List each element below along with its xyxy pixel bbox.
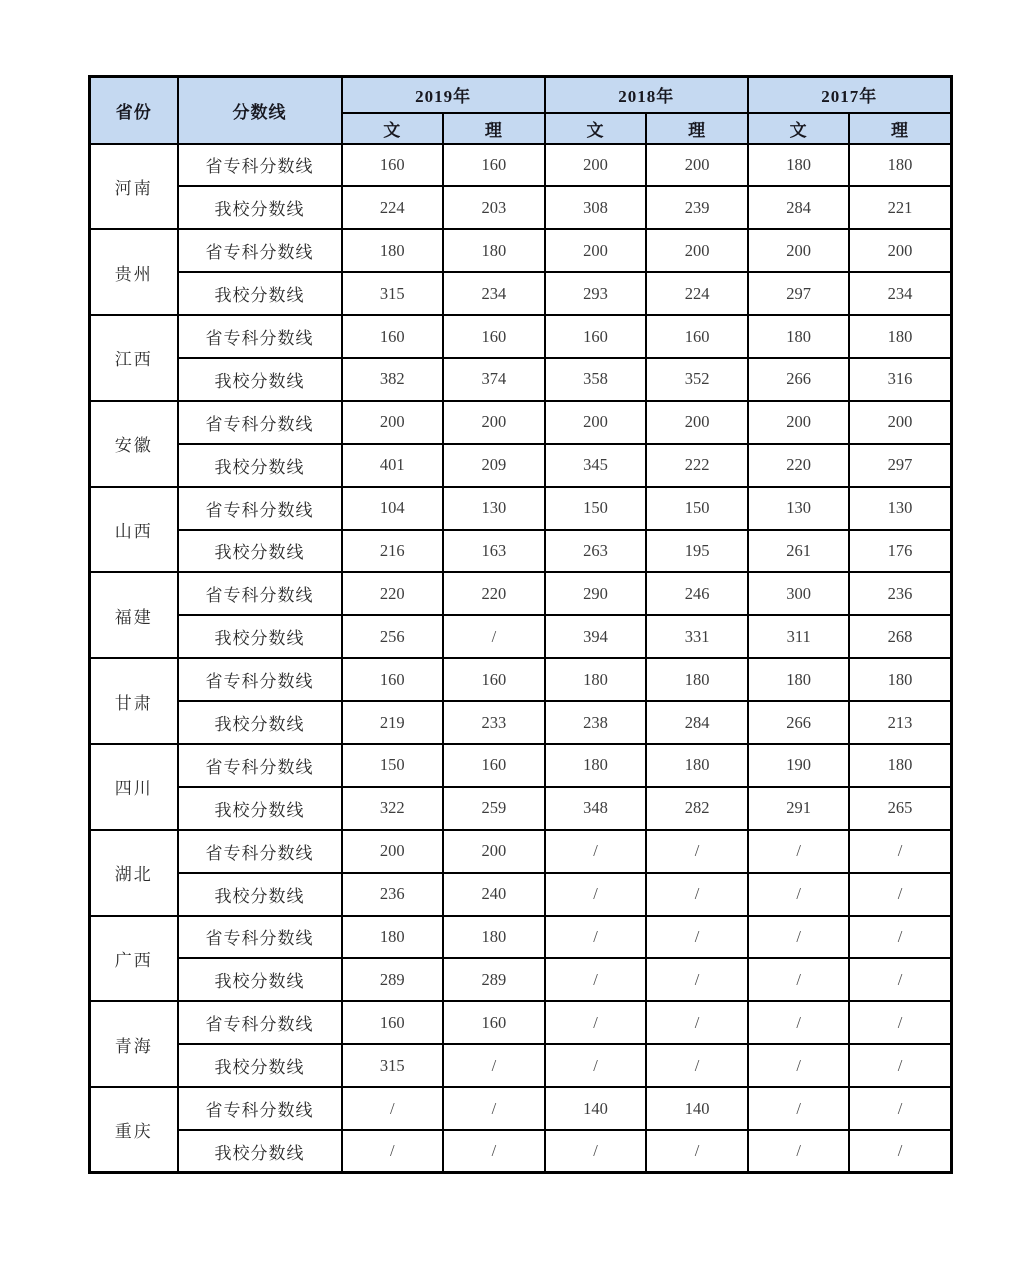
score-cell: 308 — [545, 186, 647, 229]
score-cell: 180 — [748, 658, 850, 701]
score-cell: / — [849, 1130, 951, 1173]
score-cell: 200 — [646, 144, 748, 187]
score-cell: / — [849, 873, 951, 916]
province-cell: 甘肃 — [90, 658, 178, 744]
table-row — [90, 615, 952, 658]
score-cell: 382 — [342, 358, 444, 401]
score-cell: 180 — [342, 229, 444, 272]
score-cell: 268 — [849, 615, 951, 658]
score-cell: 216 — [342, 530, 444, 573]
score-cell: / — [545, 1001, 647, 1044]
score-cell: / — [849, 916, 951, 959]
province-cell: 福建 — [90, 572, 178, 658]
score-cell: 180 — [748, 315, 850, 358]
table-row — [90, 1087, 952, 1130]
row-label: 我校分数线 — [178, 1130, 342, 1173]
score-cell: 160 — [443, 144, 545, 187]
row-label: 省专科分数线 — [178, 487, 342, 530]
score-cell: / — [443, 615, 545, 658]
score-cell: 200 — [545, 144, 647, 187]
score-cell: 160 — [646, 315, 748, 358]
score-cell: 220 — [342, 572, 444, 615]
score-cell: 200 — [545, 401, 647, 444]
row-label: 我校分数线 — [178, 958, 342, 1001]
row-label: 我校分数线 — [178, 272, 342, 315]
score-cell: 130 — [443, 487, 545, 530]
province-cell: 广西 — [90, 916, 178, 1002]
score-cell: / — [748, 830, 850, 873]
score-cell: 160 — [342, 1001, 444, 1044]
score-cell: 200 — [849, 229, 951, 272]
score-cell: 180 — [545, 658, 647, 701]
row-label: 我校分数线 — [178, 1044, 342, 1087]
table-row — [90, 401, 952, 444]
score-cell: / — [545, 1130, 647, 1173]
row-label: 省专科分数线 — [178, 1001, 342, 1044]
table-row — [90, 358, 952, 401]
score-cell: / — [443, 1044, 545, 1087]
province-cell: 四川 — [90, 744, 178, 830]
row-label: 我校分数线 — [178, 186, 342, 229]
row-label: 我校分数线 — [178, 358, 342, 401]
score-cell: 236 — [342, 873, 444, 916]
score-cell: 160 — [342, 315, 444, 358]
col-header-li-2019: 理 — [443, 113, 545, 144]
score-cell: 234 — [443, 272, 545, 315]
score-cell: 315 — [342, 272, 444, 315]
province-cell: 湖北 — [90, 830, 178, 916]
score-cell: 180 — [748, 144, 850, 187]
score-cell: 219 — [342, 701, 444, 744]
table-row — [90, 229, 952, 272]
score-cell: 297 — [849, 444, 951, 487]
col-header-year-2017: 2017年 — [748, 77, 951, 113]
score-cell: 176 — [849, 530, 951, 573]
table-row — [90, 1001, 952, 1044]
score-cell: / — [646, 873, 748, 916]
col-header-province: 省份 — [90, 77, 178, 144]
score-cell: 222 — [646, 444, 748, 487]
table-row — [90, 958, 952, 1001]
score-cell: / — [849, 1087, 951, 1130]
table-row — [90, 787, 952, 830]
score-cell: 130 — [748, 487, 850, 530]
score-cell: 160 — [545, 315, 647, 358]
row-label: 我校分数线 — [178, 787, 342, 830]
col-header-score-line: 分数线 — [178, 77, 342, 144]
row-label: 我校分数线 — [178, 615, 342, 658]
table-row — [90, 315, 952, 358]
score-cell: 224 — [646, 272, 748, 315]
score-cell: 200 — [748, 229, 850, 272]
score-cell: / — [748, 1001, 850, 1044]
score-cell: / — [646, 830, 748, 873]
score-cell: 311 — [748, 615, 850, 658]
score-cell: / — [646, 1001, 748, 1044]
score-cell: 180 — [443, 916, 545, 959]
score-cell: 200 — [545, 229, 647, 272]
score-cell: 160 — [443, 315, 545, 358]
table-row — [90, 658, 952, 701]
table-row — [90, 487, 952, 530]
score-cell: / — [342, 1130, 444, 1173]
score-cell: 315 — [342, 1044, 444, 1087]
table-row — [90, 572, 952, 615]
row-label: 省专科分数线 — [178, 401, 342, 444]
score-cell: 234 — [849, 272, 951, 315]
score-cell: 140 — [646, 1087, 748, 1130]
score-cell: / — [748, 873, 850, 916]
table-header — [90, 77, 952, 144]
score-cell: 209 — [443, 444, 545, 487]
score-cell: 200 — [342, 401, 444, 444]
score-cell: / — [646, 1130, 748, 1173]
score-cell: 220 — [748, 444, 850, 487]
col-header-li-2018: 理 — [646, 113, 748, 144]
score-cell: / — [545, 958, 647, 1001]
score-cell: / — [748, 1130, 850, 1173]
province-cell: 青海 — [90, 1001, 178, 1087]
score-cell: 266 — [748, 701, 850, 744]
score-cell: 180 — [646, 658, 748, 701]
score-cell: 200 — [443, 830, 545, 873]
score-cell: 160 — [342, 144, 444, 187]
score-cell: 160 — [443, 658, 545, 701]
score-cell: 322 — [342, 787, 444, 830]
score-cell: 289 — [342, 958, 444, 1001]
score-cell: 331 — [646, 615, 748, 658]
col-header-wen-2019: 文 — [342, 113, 444, 144]
score-cell: / — [443, 1130, 545, 1173]
row-label: 省专科分数线 — [178, 315, 342, 358]
score-cell: 213 — [849, 701, 951, 744]
score-cell: 345 — [545, 444, 647, 487]
score-cell: 293 — [545, 272, 647, 315]
score-cell: 284 — [748, 186, 850, 229]
row-label: 省专科分数线 — [178, 1087, 342, 1130]
row-label: 省专科分数线 — [178, 572, 342, 615]
score-cell: 240 — [443, 873, 545, 916]
row-label: 我校分数线 — [178, 530, 342, 573]
score-cell: 297 — [748, 272, 850, 315]
province-cell: 贵州 — [90, 229, 178, 315]
score-cell: 300 — [748, 572, 850, 615]
score-cell: / — [545, 873, 647, 916]
score-cell: / — [748, 1044, 850, 1087]
score-cell: / — [646, 958, 748, 1001]
admission-score-table — [88, 75, 953, 1174]
score-cell: 284 — [646, 701, 748, 744]
score-cell: 290 — [545, 572, 647, 615]
score-cell: 261 — [748, 530, 850, 573]
score-cell: 238 — [545, 701, 647, 744]
score-cell: 374 — [443, 358, 545, 401]
score-cell: 224 — [342, 186, 444, 229]
table-body — [90, 144, 952, 1173]
score-cell: 256 — [342, 615, 444, 658]
score-cell: 160 — [342, 658, 444, 701]
row-label: 省专科分数线 — [178, 658, 342, 701]
col-header-li-2017: 理 — [849, 113, 951, 144]
score-cell: 401 — [342, 444, 444, 487]
table-row — [90, 444, 952, 487]
score-cell: 150 — [646, 487, 748, 530]
row-label: 省专科分数线 — [178, 144, 342, 187]
score-cell: 190 — [748, 744, 850, 787]
score-cell: 266 — [748, 358, 850, 401]
row-label: 省专科分数线 — [178, 830, 342, 873]
score-cell: 160 — [443, 1001, 545, 1044]
row-label: 省专科分数线 — [178, 229, 342, 272]
score-cell: 163 — [443, 530, 545, 573]
table-row — [90, 144, 952, 187]
province-cell: 河南 — [90, 144, 178, 230]
table-row — [90, 830, 952, 873]
row-label: 省专科分数线 — [178, 744, 342, 787]
score-cell: 200 — [646, 401, 748, 444]
score-cell: 316 — [849, 358, 951, 401]
score-cell: 239 — [646, 186, 748, 229]
score-cell: / — [646, 1044, 748, 1087]
score-cell: 358 — [545, 358, 647, 401]
col-header-wen-2018: 文 — [545, 113, 647, 144]
score-cell: 195 — [646, 530, 748, 573]
table-row — [90, 530, 952, 573]
score-cell: 180 — [545, 744, 647, 787]
score-cell: / — [545, 1044, 647, 1087]
province-cell: 江西 — [90, 315, 178, 401]
row-label: 我校分数线 — [178, 701, 342, 744]
score-cell: 221 — [849, 186, 951, 229]
table-row — [90, 186, 952, 229]
score-cell: 180 — [849, 144, 951, 187]
score-cell: 394 — [545, 615, 647, 658]
score-cell: 289 — [443, 958, 545, 1001]
col-header-wen-2017: 文 — [748, 113, 850, 144]
score-cell: 282 — [646, 787, 748, 830]
score-cell: 180 — [646, 744, 748, 787]
score-cell: 180 — [849, 658, 951, 701]
score-cell: 140 — [545, 1087, 647, 1130]
score-cell: 130 — [849, 487, 951, 530]
table-row — [90, 272, 952, 315]
table-row — [90, 873, 952, 916]
row-label: 我校分数线 — [178, 873, 342, 916]
score-cell: 200 — [342, 830, 444, 873]
score-cell: 291 — [748, 787, 850, 830]
score-cell: 200 — [443, 401, 545, 444]
score-cell: / — [849, 1044, 951, 1087]
score-cell: 348 — [545, 787, 647, 830]
table-row — [90, 916, 952, 959]
table-row — [90, 701, 952, 744]
score-cell: / — [646, 916, 748, 959]
score-cell: 263 — [545, 530, 647, 573]
score-cell: 246 — [646, 572, 748, 615]
score-cell: 180 — [849, 315, 951, 358]
score-cell: / — [748, 1087, 850, 1130]
score-cell: 150 — [545, 487, 647, 530]
score-cell: 200 — [748, 401, 850, 444]
score-cell: 220 — [443, 572, 545, 615]
province-cell: 山西 — [90, 487, 178, 573]
score-cell: 233 — [443, 701, 545, 744]
col-header-year-2019: 2019年 — [342, 77, 545, 113]
score-cell: 200 — [646, 229, 748, 272]
col-header-year-2018: 2018年 — [545, 77, 748, 113]
score-cell: 203 — [443, 186, 545, 229]
score-cell: 150 — [342, 744, 444, 787]
table-row — [90, 1130, 952, 1173]
province-cell: 重庆 — [90, 1087, 178, 1173]
score-cell: / — [545, 916, 647, 959]
score-cell: / — [748, 916, 850, 959]
score-cell: 104 — [342, 487, 444, 530]
score-cell: 180 — [849, 744, 951, 787]
score-cell: / — [849, 1001, 951, 1044]
score-cell: 160 — [443, 744, 545, 787]
score-cell: / — [342, 1087, 444, 1130]
score-cell: / — [545, 830, 647, 873]
score-cell: 265 — [849, 787, 951, 830]
row-label: 我校分数线 — [178, 444, 342, 487]
province-cell: 安徽 — [90, 401, 178, 487]
score-cell: 180 — [342, 916, 444, 959]
score-cell: 180 — [443, 229, 545, 272]
score-cell: / — [849, 830, 951, 873]
score-cell: 259 — [443, 787, 545, 830]
score-cell: 236 — [849, 572, 951, 615]
score-cell: / — [748, 958, 850, 1001]
table-row — [90, 1044, 952, 1087]
score-cell: / — [849, 958, 951, 1001]
score-cell: / — [443, 1087, 545, 1130]
score-cell: 200 — [849, 401, 951, 444]
table-row — [90, 744, 952, 787]
score-cell: 352 — [646, 358, 748, 401]
row-label: 省专科分数线 — [178, 916, 342, 959]
